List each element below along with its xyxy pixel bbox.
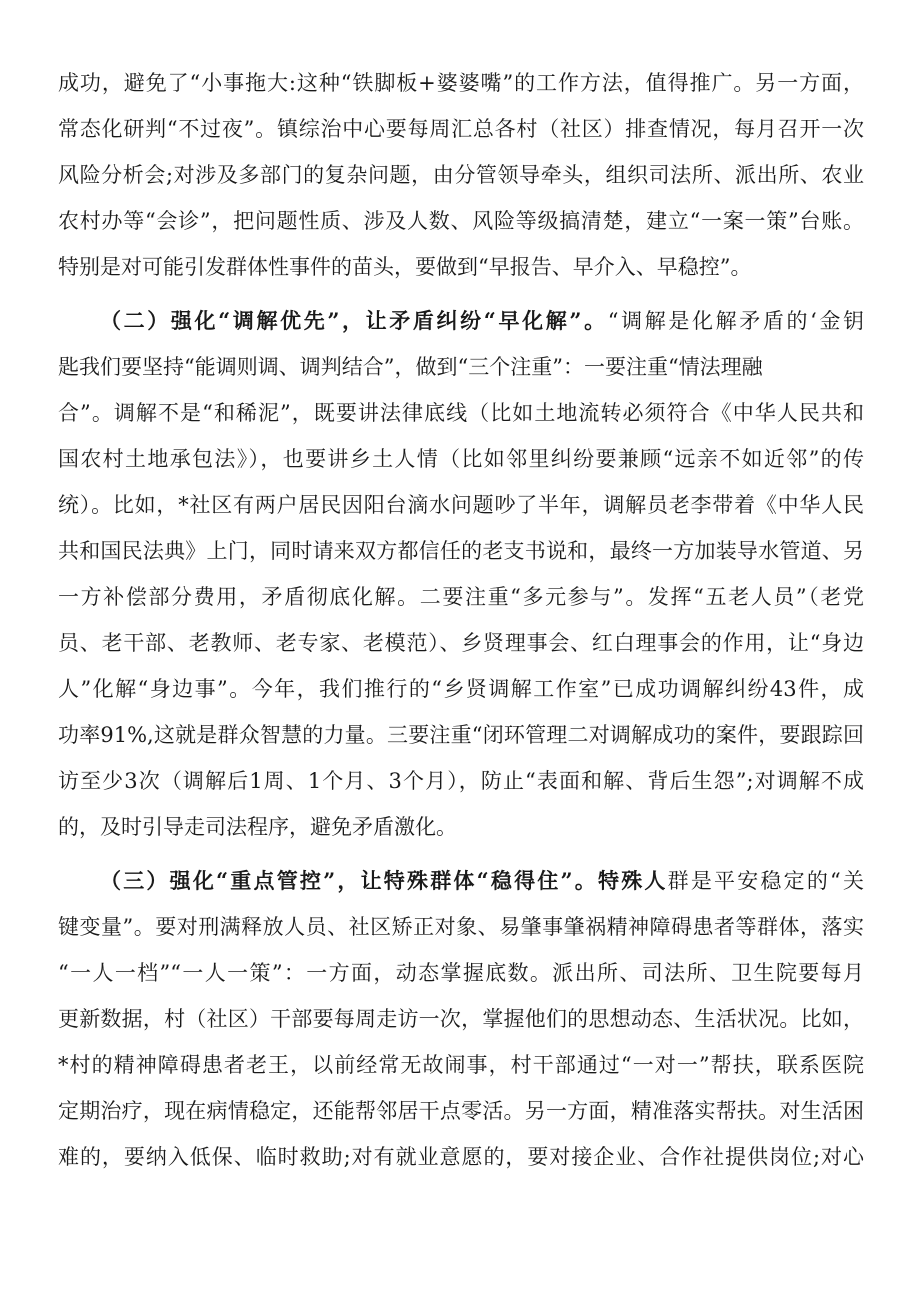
line-text: 农村办等“会诊”，把问题性质、涉及人数、风险等级搞清楚，建立“一案一策”台账。 xyxy=(58,209,864,233)
paragraph-line xyxy=(58,1092,864,1130)
line-text: *村的精神障碍患者老王，以前经常无故闹事，村干部通过“一对一”帮扶，联系医院 xyxy=(58,1053,864,1077)
paragraph-line xyxy=(58,394,864,432)
line-text: 合”。调解不是“和稀泥”，既要讲法律底线（比如土地流转必须符合《中华人民共和 xyxy=(58,401,864,425)
line-text: 访至少3次（调解后1周、1个月、3个月），防止“表面和解、背后生怨”;对调解不成 xyxy=(58,769,864,793)
line-text: 常态化研判“不过夜”。镇综治中心要每周汇总各村（社区）排查情况，每月召开一次 xyxy=(58,117,864,141)
paragraph-line xyxy=(58,762,864,800)
line-text: 的，及时引导走司法程序，避免矛盾激化。 xyxy=(58,815,457,839)
section-heading-line xyxy=(100,302,864,340)
line-text: 定期治疗，现在病情稳定，还能帮邻居干点零活。另一方面，精准落实帮扶。对生活困 xyxy=(58,1099,864,1123)
section-heading-line xyxy=(100,862,864,900)
paragraph-line xyxy=(58,202,864,240)
section-heading-3: （三）强化“重点管控”，让特殊群体“稳得住”。特殊人 xyxy=(100,868,668,893)
line-text: 成功，避免了“小事拖大:这种“铁脚板+婆婆嘴”的工作方法，值得推广。另一方面， xyxy=(58,71,864,95)
line-text: 国农村土地承包法》），也要讲乡土人情（比如邻里纠纷要兼顾“远亲不如近邻”的传 xyxy=(58,447,864,471)
paragraph-line xyxy=(58,156,864,194)
line-text: 共和国民法典》上门，同时请来双方都信任的老支书说和，最终一方加装导水管道、另 xyxy=(58,539,864,563)
paragraph-line xyxy=(58,248,864,286)
line-text: 难的，要纳入低保、临时救助;对有就业意愿的，要对接企业、合作社提供岗位;对心 xyxy=(58,1145,864,1169)
line-text: “一人一档”“一人一策”：一方面，动态掌握底数。派出所、司法所、卫生院要每月 xyxy=(58,961,864,985)
line-text: 键变量”。要对刑满释放人员、社区矫正对象、易肇事肇祸精神障碍患者等群体，落实 xyxy=(58,915,864,939)
paragraph-line xyxy=(58,908,864,946)
paragraph-line xyxy=(58,348,864,386)
line-text: 更新数据，村（社区）干部要每周走访一次，掌握他们的思想动态、生活状况。比如， xyxy=(58,1007,864,1031)
line-text: 特别是对可能引发群体性事件的苗头，要做到“早报告、早介入、早稳控”。 xyxy=(58,255,752,279)
line-text: 功率91%,这就是群众智慧的力量。三要注重“闭环管理二对调解成功的案件，要跟踪回 xyxy=(58,723,864,747)
paragraph-line xyxy=(58,532,864,570)
paragraph-line xyxy=(58,1046,864,1084)
paragraph-line xyxy=(58,670,864,708)
line-text: 人”化解“身边事”。今年，我们推行的“乡贤调解工作室”已成功调解纠纷43件，成 xyxy=(58,677,864,701)
paragraph-line xyxy=(58,624,864,662)
paragraph-line xyxy=(58,1138,864,1176)
line-text: “调解是化解矛盾的‘金钥 xyxy=(607,309,864,333)
paragraph-line xyxy=(58,486,864,524)
paragraph-line xyxy=(58,110,864,148)
line-text: 员、老干部、老教师、老专家、老模范）、乡贤理事会、红白理事会的作用，让“身边 xyxy=(58,631,864,655)
paragraph-line xyxy=(58,808,864,846)
paragraph-line xyxy=(58,578,864,616)
line-text: 风险分析会;对涉及多部门的复杂问题，由分管领导牵头，组织司法所、派出所、农业 xyxy=(58,163,864,187)
paragraph-line xyxy=(58,954,864,992)
line-text: 一方补偿部分费用，矛盾彻底化解。二要注重“多元参与”。发挥“五老人员”（老党 xyxy=(58,585,864,609)
line-text: 统）。比如，*社区有两户居民因阳台滴水问题吵了半年，调解员老李带着《中华人民 xyxy=(58,493,864,517)
paragraph-line xyxy=(58,440,864,478)
paragraph-line xyxy=(58,716,864,754)
line-text: 匙我们要坚持“能调则调、调判结合”，做到“三个注重”：一要注重“情法理融 xyxy=(58,355,763,379)
paragraph-line xyxy=(58,1000,864,1038)
paragraph-line xyxy=(58,64,864,102)
line-text: 群是平安稳定的“关 xyxy=(667,869,864,893)
section-heading-2: （二）强化“调解优先”，让矛盾纠纷“早化解”。 xyxy=(100,308,608,333)
